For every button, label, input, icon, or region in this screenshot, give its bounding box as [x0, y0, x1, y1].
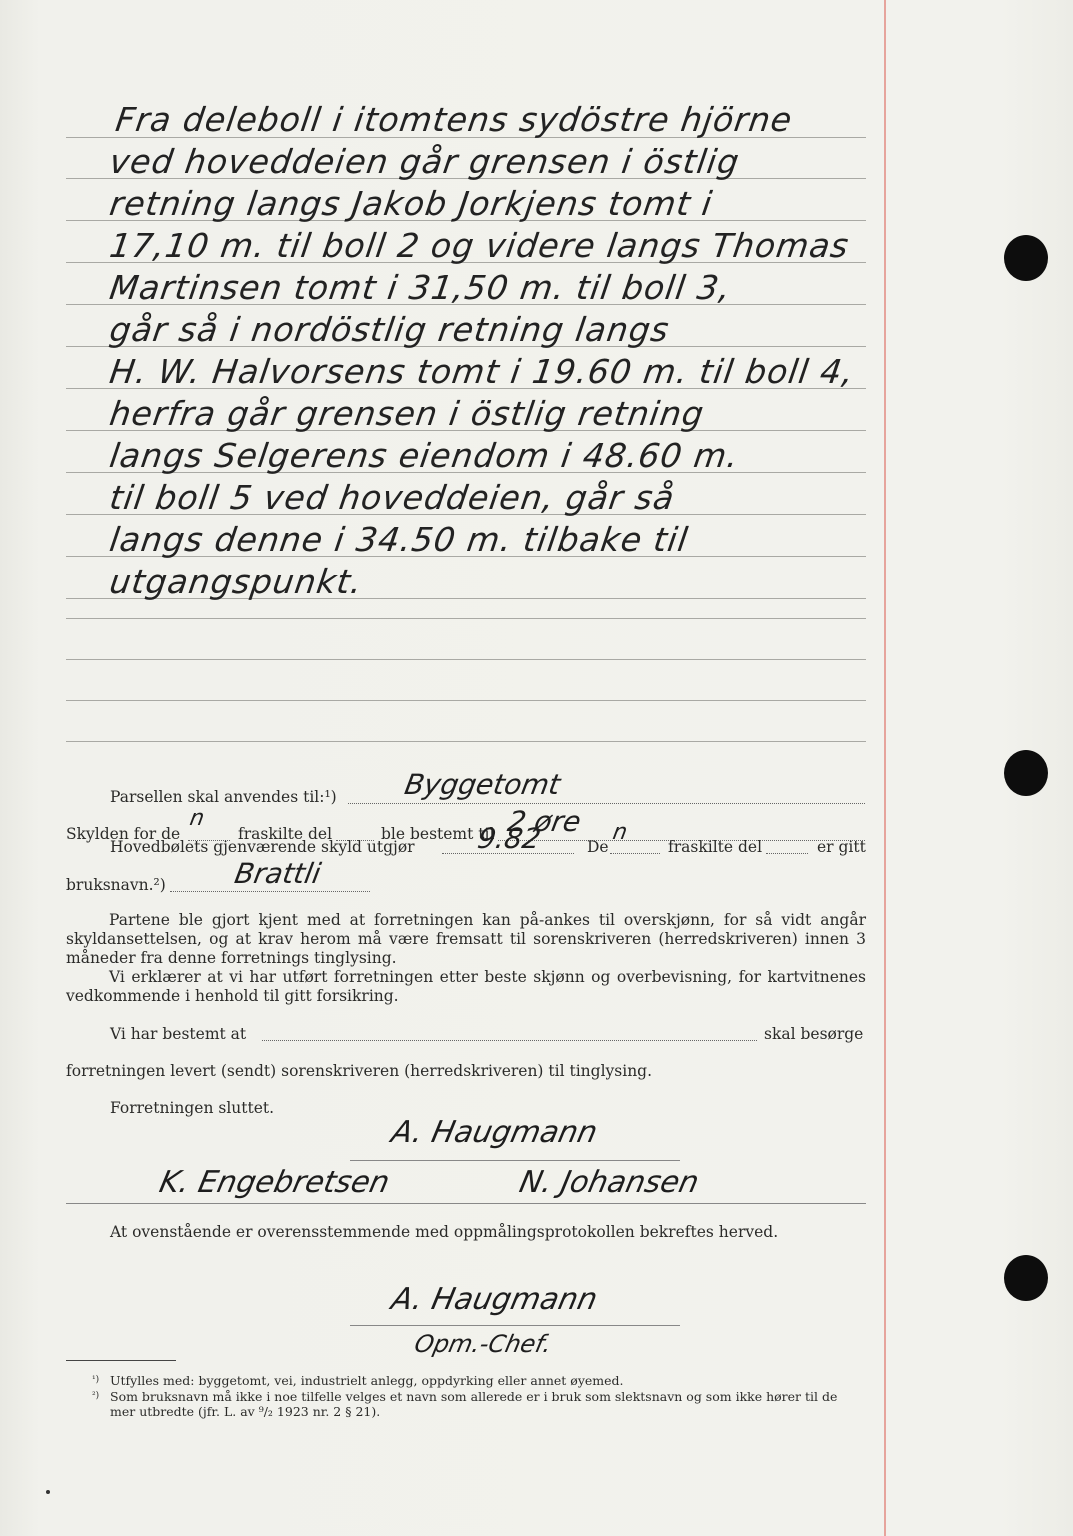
handwritten-line: Martinsen tomt i 31,50 m. til boll 3, — [107, 268, 734, 307]
signature-line — [350, 1325, 680, 1326]
handwritten-line: går så i nordöstlig retning langs — [107, 310, 672, 349]
hoved-de-fill: n — [610, 820, 630, 845]
signature-engebretsen: K. Engebretsen — [156, 1165, 393, 1200]
anvendes-value: Byggetomt — [402, 768, 563, 801]
skyld-de-fill: n — [187, 806, 207, 831]
hoved-de: De — [587, 838, 609, 856]
para-overskjonn: Partene ble gjort kjent med at forretningen kan på-ankes til overskjønn, for så vidt angår skyldansettelsen, og at krav herom må være fremsatt til sorenskriveren (herredskriveren) innen 3 måneder fra denne forretnings tinglysing. — [66, 911, 866, 967]
signature-haugmann: A. Haugmann — [388, 1115, 601, 1150]
bruksnavn-value: Brattli — [232, 857, 324, 890]
footnote-number: ¹) — [92, 1375, 100, 1385]
punch-hole — [1004, 1255, 1048, 1301]
hoved-value: 9.82 — [475, 822, 544, 855]
signature-haugmann-chief: A. Haugmann — [388, 1282, 601, 1317]
hoved-label: Hovedbølets gjenværende skyld utgjør — [110, 838, 415, 856]
skyld-bestemt: ble bestemt til — [381, 825, 495, 843]
besorge-label: skal besørge — [764, 1025, 864, 1043]
handwritten-line: retning langs Jakob Jorkjens tomt i — [107, 184, 716, 223]
bruksnavn-label: bruksnavn.²) — [66, 876, 166, 894]
punch-hole — [1004, 235, 1048, 281]
handwritten-line: langs Selgerens eiendom i 48.60 m. — [107, 436, 742, 475]
dotted-line — [766, 853, 808, 854]
bestemt-label: Vi har bestemt at — [110, 1025, 247, 1043]
anvendes-label: Parsellen skal anvendes til:¹) — [110, 788, 337, 806]
handwritten-line: ved hoveddeien går grensen i östlig — [107, 142, 743, 181]
sluttet-text: Forretningen sluttet. — [110, 1099, 275, 1117]
skyld-prefix: Skylden for de — [66, 825, 181, 843]
dotted-line — [610, 853, 660, 854]
ruled-line — [66, 618, 866, 619]
dotted-line — [170, 891, 370, 892]
hoved-fraskilte: fraskilte del — [668, 838, 763, 856]
handwritten-line: H. W. Halvorsens tomt i 19.60 m. til boll 4, — [107, 352, 857, 391]
footnote-number: ²) — [92, 1391, 100, 1401]
dotted-line — [262, 1040, 757, 1041]
footnote-rule — [66, 1360, 176, 1361]
levert-text: forretningen levert (sendt) sorenskriveren (herredskriveren) til tinglysing. — [66, 1062, 653, 1080]
ruled-line — [66, 741, 866, 742]
dotted-line — [348, 803, 865, 804]
signature-johansen: N. Johansen — [516, 1165, 702, 1200]
ink-speck — [46, 1490, 50, 1494]
ruled-line — [66, 700, 866, 701]
hoved-gitt: er gitt — [817, 838, 866, 856]
ruled-line — [66, 659, 866, 660]
legal-paragraphs — [66, 911, 866, 1006]
footnote-text: Utfylles med: byggetomt, vei, industrielt anlegg, oppdyrking eller annet øyemed. — [110, 1373, 624, 1388]
bekreftes-text: At ovenstående er overensstemmende med oppmålingsprotokollen bekreftes herved. — [110, 1223, 779, 1241]
para-erklaering: Vi erklærer at vi har utført forretningen etter beste skjønn og overbevisning, for kartvitnenes vedkommende i henhold til gitt forsikring. — [66, 968, 866, 1005]
signature-line — [350, 1160, 680, 1161]
footnote-1 — [92, 1373, 866, 1388]
skyld-value: 2 øre — [505, 805, 584, 838]
skyld-mid: fraskilte del — [238, 825, 333, 843]
handwritten-line: 17,10 m. til boll 2 og videre langs Thomas — [107, 226, 852, 265]
margin-line — [884, 0, 886, 1536]
handwritten-line: utgangspunkt. — [107, 562, 366, 601]
footnote-text: Som bruksnavn må ikke i noe tilfelle velges et navn som allerede er i bruk som slektsnavn og som ikke hører til de mer utbredte (jfr. L. av ⁹/₂ 1923 nr. 2 § 21). — [110, 1389, 838, 1419]
handwritten-line: herfra går grensen i östlig retning — [107, 394, 707, 433]
signature-line — [66, 1203, 866, 1204]
handwritten-line: langs denne i 34.50 m. tilbake til — [107, 520, 691, 559]
handwritten-line: til boll 5 ved hoveddeien, går så — [107, 478, 678, 517]
handwritten-line: Fra deleboll i itomtens sydöstre hjörne — [113, 100, 796, 139]
signature-title: Opm.-Chef. — [412, 1330, 555, 1358]
footnote-2 — [92, 1389, 866, 1419]
punch-hole — [1004, 750, 1048, 796]
